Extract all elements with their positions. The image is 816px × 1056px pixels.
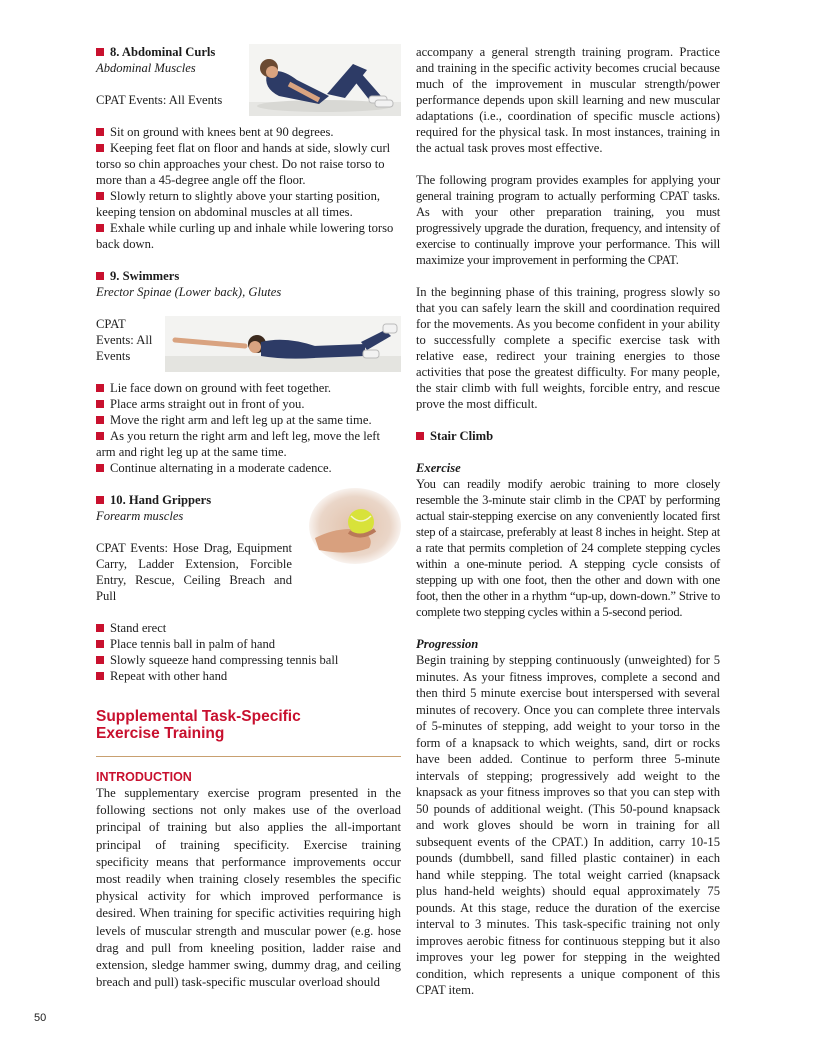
bullet-icon <box>96 640 104 648</box>
exercise-title: 10. Hand Grippers <box>110 493 212 507</box>
step-item: As you return the right arm and left leg, move the left arm and right leg up at the same time. <box>96 429 380 459</box>
exercise-paragraph: You can readily modify aerobic training to more closely resemble the 3-minute stair climb in the CPAT by performing actual stair-stepping exercise on any conveniently located first step of a staircase, preferably at least 8 inches in height. Step at a rate that permits completion of 24 complete stepping cycles within a one-minute period. A stepping cycle consists of stepping up with one foot, then the other and down with one foot, then the other in a rhythm “up-up, down-down.” Strive to complete two stepping cycles within a 5-second period. <box>416 477 720 619</box>
paragraph: The following program provides examples for applying your general training program to actually performing CPAT tasks. As with your other preparation training, you must progressively upgrade the duration, frequency, and intensity of exercise to continually improve your performance. This will maximize your improvement in performing the CPAT. <box>416 173 720 267</box>
bullet-icon <box>96 384 104 392</box>
section-title: Supplemental Task-Specific Exercise Training <box>96 708 301 742</box>
bullet-icon <box>96 144 104 152</box>
step-item: Slowly squeeze hand compressing tennis ball <box>96 652 401 668</box>
bullet-icon <box>96 416 104 424</box>
exercise-events: CPAT Events: All Events <box>96 93 223 107</box>
step-item: Continue alternating in a moderate cadence. <box>96 460 401 476</box>
bullet-icon <box>96 192 104 200</box>
bullet-icon <box>96 400 104 408</box>
bullet-icon <box>96 128 104 136</box>
exercise-abdominal-curls <box>96 44 401 252</box>
exercise-muscles: Abdominal Muscles <box>96 61 196 75</box>
step-item: Place tennis ball in palm of hand <box>96 636 401 652</box>
page-number: 50 <box>34 1012 47 1024</box>
intro-heading: INTRODUCTION <box>96 770 192 784</box>
exercise-muscles: Forearm muscles <box>96 509 184 523</box>
step-item: Sit on ground with knees bent at 90 degrees. <box>96 124 401 140</box>
exercise-swimmers <box>96 268 401 476</box>
paragraph: accompany a general strength training program. Practice and training in the specific activity becomes crucial because much of the improvement in muscular strength/power performance depends upon skill learning and new muscular adaptations (i.e., coordination of specific muscle actions) required for the physical task. In most instances, training in the actual task proves most effective. <box>416 45 720 155</box>
bullet-icon <box>96 272 104 280</box>
step-item: Slowly return to slightly above your starting position, keeping tension on abdominal muscles at all times. <box>96 189 381 219</box>
stair-climb-heading: Stair Climb <box>416 428 720 444</box>
exercise-heading: Exercise <box>416 461 461 475</box>
hand-grippers-photo <box>309 486 401 564</box>
bullet-icon <box>96 672 104 680</box>
bullet-icon <box>96 224 104 232</box>
exercise-title: 9. Swimmers <box>110 269 180 283</box>
progression-paragraph: Begin training by stepping continuously (unweighted) for 5 minutes. As your fitness improves, complete a second and then third 5 minute exercise bout interspersed with several minutes of recovery. Once you can complete three intervals of 5-minutes of stepping, add weight to your torso in the form of a knapsack to which weights, sand, dirt or rocks have been added. Continue to perform three 5-minute intervals of stepping; progressively add weight to the knapsack as your fitness improves so that you can step with 50 pounds of additional weight. (This 50-pound knapsack and work gloves should be worn in training for all subsequent events of the CPAT.) In addition, carry 10-15 pounds (dumbbell, sand filled plastic container) in each hand while stepping. The total weight carried (knapsack plus hand-held weights) should equal approximately 75 pounds. At this stage, reduce the duration of the exercise interval to 3 minutes. This task-specific training not only improves aerobic fitness for continuous stepping but it also improves your leg power for stepping in the weighted condition, which represents a unique component of this CPAT item. <box>416 653 720 997</box>
abdominal-curls-photo <box>249 44 401 116</box>
step-item: Move the right arm and left leg up at the same time. <box>96 412 401 428</box>
bullet-icon <box>96 656 104 664</box>
section-divider <box>96 756 401 757</box>
step-item: Lie face down on ground with feet together. <box>96 380 401 396</box>
exercise-events: CPAT Events: Hose Drag, Equipment Carry, Ladder Extension, Forcible Entry, Rescue, Ceiling Breach and Pull <box>96 541 292 603</box>
exercise-muscles: Erector Spinae (Lower back), Glutes <box>96 285 282 299</box>
step-item: Keeping feet flat on floor and hands at side, slowly curl torso so chin approaches your chest. Do not raise torso to more than a 45-degree angle off the floor. <box>96 141 391 187</box>
step-item: Repeat with other hand <box>96 668 401 684</box>
bullet-icon <box>416 432 424 440</box>
progression-heading: Progression <box>416 637 479 651</box>
exercise-title: 8. Abdominal Curls <box>110 45 216 59</box>
exercise-events: CPAT Events: All Events <box>96 317 153 363</box>
step-item: Stand erect <box>96 620 401 636</box>
bullet-icon <box>96 496 104 504</box>
exercise-hand-grippers <box>96 492 401 684</box>
bullet-icon <box>96 48 104 56</box>
left-column <box>96 44 401 991</box>
swimmers-photo <box>165 316 401 372</box>
bullet-icon <box>96 464 104 472</box>
bullet-icon <box>96 624 104 632</box>
bullet-icon <box>96 432 104 440</box>
step-item: Exhale while curling up and inhale while lowering torso back down. <box>96 221 394 251</box>
intro-paragraph: The supplementary exercise program presented in the following sections not only makes use of the overload principal of training but also applies the all-important principal of training specificity. Exercise training specificity means that performance improvements occur most readily when training closely resembles the specific physical activity for which improved performance is desired. When training for specific activities requiring high levels of muscular strength and muscular power (e.g. hose drag and pull from kneeling position, ladder raise and extension, sledge hammer swing, dummy drag, and ceiling breach and pull) task-specific muscular overload should <box>96 786 401 990</box>
paragraph: In the beginning phase of this training, progress slowly so that you can safely learn the skill and coordination required for the movements. As you become confident in your ability to successfully complete a specific exercise task with relative ease, redirect your training energies to those activities that pose the greatest difficulty. For many people, the stair climb with full weights, forcible entry, and rescue prove the most difficult. <box>416 285 720 411</box>
right-column <box>416 44 720 999</box>
step-item: Place arms straight out in front of you. <box>96 396 401 412</box>
